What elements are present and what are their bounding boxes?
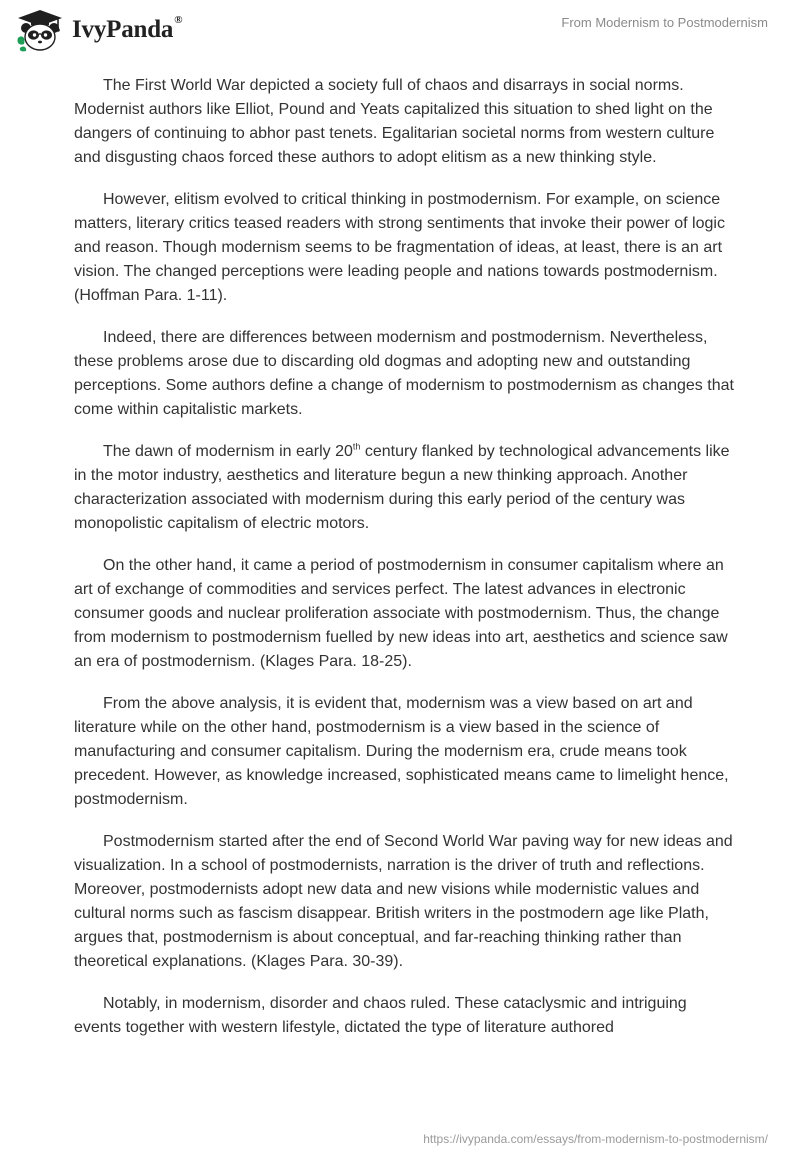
source-url[interactable]: https://ivypanda.com/essays/from-modernism-to-postmodernism/ (423, 1132, 768, 1146)
logo-wordmark: IvyPanda® (72, 14, 183, 43)
paragraph-1: The First World War depicted a society full of chaos and disarrays in social norms. Modernist authors like Elliot, Pound and Yeats capitalized this situation to shed light on the dangers of continuing to abhor past tenets. Egalitarian societal norms from western culture and disgusting chaos forced these authors to adopt elitism as a new thinking style. (74, 77, 715, 166)
page-header (0, 0, 800, 62)
paragraph-5: On the other hand, it came a period of postmodernism in consumer capitalism where an art of exchange of commodities and services perfect. The latest advances in electronic consumer goods and nuclear proliferation associate with postmodernism. Thus, the change from modernism to postmodernism fuelled by new ideas into art, aesthetics and science saw an era of postmodernism. (Klages Para. 18-25). (74, 557, 728, 670)
paragraph-4 (74, 440, 734, 536)
paragraph-4-start: The dawn of modernism in early 20 (103, 443, 353, 460)
paragraph-6: From the above analysis, it is evident that, modernism was a view based on art and literature while on the other hand, postmodernism is a view based in the science of manufacturing and consumer capitalism. During the modernism era, crude means took precedent. However, as knowledge increased, sophisticated means came to limelight hence, postmodernism. (74, 695, 729, 808)
document-title: From Modernism to Postmodernism (561, 15, 768, 30)
ordinal-suffix: th (352, 441, 361, 452)
paragraph-2: However, elitism evolved to critical thinking in postmodernism. For example, on science matters, literary critics teased readers with strong sentiments that invoke their power of logic and reason. Though modernism seems to be fragmentation of ideas, at least, there is an art vision. The changed perceptions were leading people and nations towards postmodernism. (Hoffman Para. 1-11). (74, 191, 725, 304)
paragraph-7: Postmodernism started after the end of Second World War paving way for new ideas and visualization. In a school of postmodernists, narration is the driver of truth and reflections. Moreover, postmodernists adopt new data and new visions while modernistic values and cultural norms such as fascism disappear. British writers in the postmodern age like Plath, argues that, postmodernism is about conceptual, and far-reaching thinking rather than theoretical explanations. (Klages Para. 30-39). (74, 833, 733, 970)
panda-graduate-icon (14, 8, 66, 52)
registered-mark: ® (174, 14, 183, 26)
paragraph-4-end: century flanked by technological advancements like in the motor industry, aesthetics and literature begun a new thinking approach. Another characterization associated with modernism during this early period of the century was monopolistic capitalism of electric motors. (74, 443, 730, 532)
paragraph-3: Indeed, there are differences between modernism and postmodernism. Nevertheless, these problems arose due to discarding old dogmas and adopting new and outstanding perceptions. Some authors define a change of modernism to postmodernism as changes that come within capitalistic markets. (74, 329, 734, 418)
paragraph-8: Notably, in modernism, disorder and chaos ruled. These cataclysmic and intriguing events together with western lifestyle, dictated the type of literature authored (74, 995, 687, 1036)
essay-body (74, 74, 734, 1058)
ivypanda-logo[interactable] (14, 8, 182, 52)
